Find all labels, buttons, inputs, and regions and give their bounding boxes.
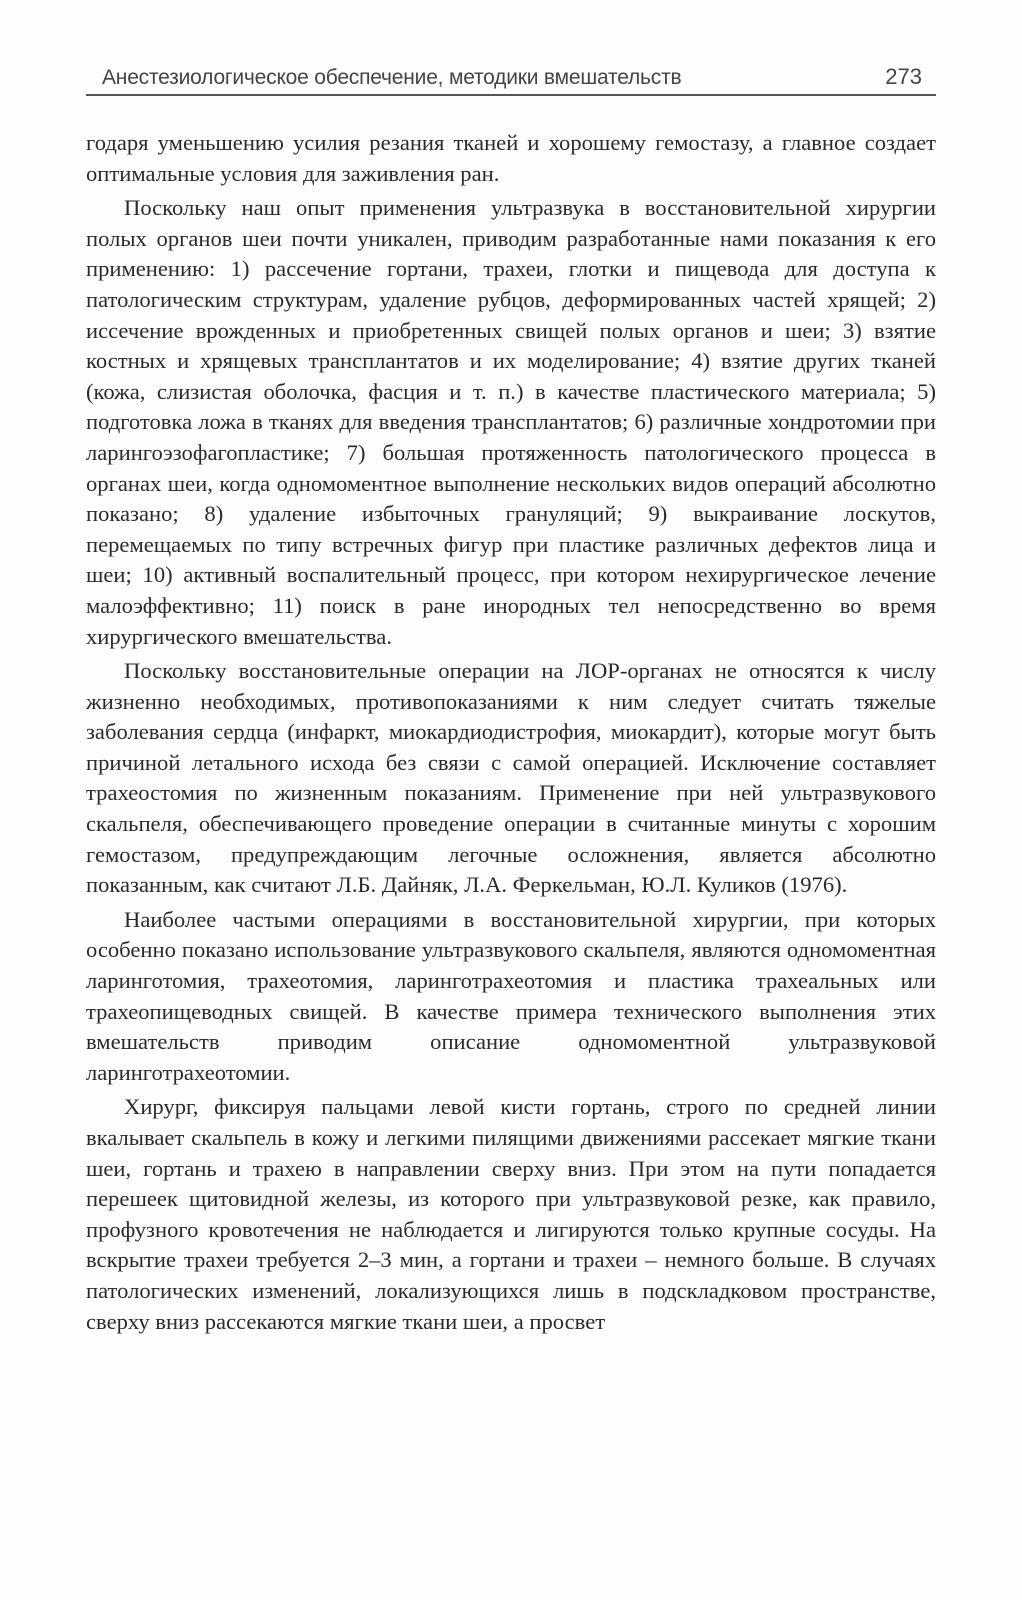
- body-text: [86, 128, 936, 1337]
- paragraph-contraindications: Поскольку восстановительные операции на ЛОР-органах не относятся к числу жизненно необходимых, противопоказаниями к ним следует считать тяжелые заболевания сердца (инфаркт, миокардиодистрофия, миокардит), которые могут быть причиной летального исхода без связи с самой операцией. Исключение составляет трахеостомия по жизненным показаниям. Применение при ней ультразвукового скальпеля, обеспечивающего проведение операции в считанные минуты с хорошим гемостазом, предупреждающим легочные осложнения, является абсолютно показанным, как считают Л.Б. Дайняк, Л.А. Феркельман, Ю.Л. Куликов (1976).: [86, 658, 936, 898]
- paragraph-technique: Хирург, фиксируя пальцами левой кисти гортань, строго по средней линии вкалывает скальпель в кожу и легкими пилящими движениями рассекает мягкие ткани шеи, гортань и трахею в направлении сверху вниз. При этом на пути попадается перешеек щитовидной железы, из которого при ультразвуковой резке, как правило, профузного кровотечения не наблюдается и лигируются только крупные сосуды. На вскрытие трахеи требуется 2–3 мин, а гортани и трахеи – немного больше. В случаях патологических изменений, локализующихся лишь в подскладковом пространстве, сверху вниз рассекаются мягкие ткани шеи, а просвет: [86, 1094, 936, 1334]
- page-number: 273: [885, 64, 922, 89]
- paragraph-indications: Поскольку наш опыт применения ультразвука в восстановительной хирургии полых органов шеи почти уникален, приводим разработанные нами показания к его применению: 1) рассечение гортани, трахеи, глотки и пищевода для доступа к патологическим структурам, удаление рубцов, деформированных частей хрящей; 2) иссечение врожденных и приобретенных свищей полых органов и шеи; 3) взятие костных и хрящевых трансплантатов и их моделирование; 4) взятие других тканей (кожа, слизистая оболочка, фасция и т. п.) в качестве пластического материала; 5) подготовка ложа в тканях для введения трансплантатов; 6) различные хондротомии при ларингоэзофагопластике; 7) большая протяженность патологического процесса в органах шеи, когда одномоментное выполнение нескольких видов операций абсолютно показано; 8) удаление избыточных грануляций; 9) выкраивание лоскутов, перемещаемых по типу встречных фигур при пластике различных дефектов лица и шеи; 10) активный воспалительный процесс, при котором нехирургическое лечение малоэффективно; 11) поиск в ране инородных тел непосредственно во время хирургического вмешательства.: [86, 195, 936, 649]
- running-title: Анестезиологическое обеспечение, методики вмешательств: [102, 66, 682, 89]
- running-header: [86, 56, 936, 96]
- paragraph-continued: годаря уменьшению усилия резания тканей и хорошему гемостазу, а главное создает оптимальные условия для заживления ран.: [86, 130, 936, 186]
- paragraph-common-operations: Наиболее частыми операциями в восстановительной хирургии, при которых особенно показано использование ультразвукового скальпеля, являются одномоментная ларинготомия, трахеотомия, ларинготрахеотомия и пластика трахеальных или трахеопищеводных свищей. В качестве примера технического выполнения этих вмешательств приводим описание одномоментной ультразвуковой ларинготрахеотомии.: [86, 906, 936, 1085]
